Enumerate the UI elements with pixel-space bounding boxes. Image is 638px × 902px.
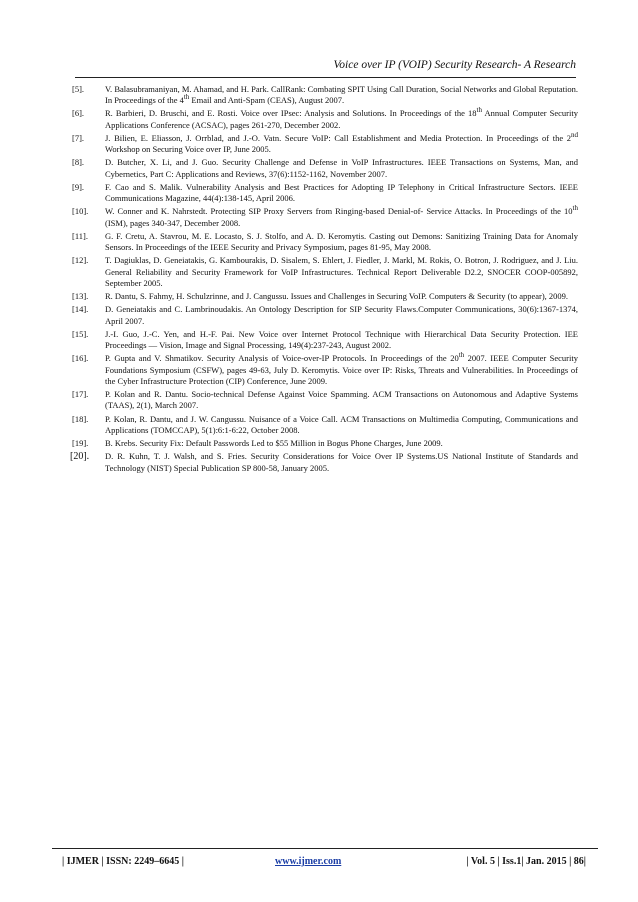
reference-item	[72, 182, 578, 205]
reference-item	[72, 291, 578, 302]
reference-number: [9].	[72, 181, 85, 192]
reference-number: [7].	[72, 132, 85, 143]
reference-item	[72, 451, 578, 474]
reference-number: [13].	[72, 291, 89, 302]
reference-item	[72, 130, 578, 156]
reference-text: V. Balasubramaniyan, M. Ahamad, and H. Park. CallRank: Combating SPIT Using Call Duration, Social Networks and Global Reputation. In Proceedings of the 4th Email and Anti-Spam (CEAS), August 2007.	[105, 84, 578, 106]
reference-number: [6].	[72, 108, 85, 119]
reference-text: P. Kolan and R. Dantu. Socio-technical Defense Against Voice Spamming. ACM Transactions on Autonomous and Adaptive Systems (TAAS), 2(1), March 2007.	[105, 389, 578, 411]
footer-rule	[52, 848, 598, 849]
reference-number: [18].	[72, 413, 89, 424]
header-rule	[75, 77, 576, 78]
reference-text: J.-I. Guo, J.-C. Yen, and H.-F. Pai. New Voice over Internet Protocol Technique with Hierarchical Data Security Protection. IEE Proceedings — Vision, Image and Signal Processing, 149(4):237-243, August 2002.	[105, 328, 578, 351]
footer-website-link[interactable]: www.ijmer.com	[275, 856, 342, 867]
reference-number: [20].	[70, 451, 90, 463]
reference-text: F. Cao and S. Malik. Vulnerability Analysis and Best Practices for Adopting IP Telephony in Critical Infrastructure Sectors. IEEE Communications Magazine, 44(4):138-145, April 2006.	[105, 181, 578, 204]
reference-number: [8].	[72, 157, 85, 168]
running-header: Voice over IP (VOIP) Security Research- A Research	[333, 59, 576, 71]
reference-text: G. F. Cretu, A. Stavrou, M. E. Locasto, S. J. Stolfo, and A. D. Keromytis. Casting out Demons: Sanitizing Training Data for Anomaly Sensors. In Proceedings of the IEEE Security and Privacy Symposium, pages 81-95, May 2008.	[105, 230, 578, 253]
reference-item	[72, 108, 578, 131]
reference-text: D. R. Kuhn, T. J. Walsh, and S. Fries. Security Considerations for Voice Over IP Systems.US National Institute of Standards and Technology (NIST) Special Publication SP 800-58, January 2005.	[105, 451, 578, 473]
reference-text: R. Dantu, S. Fahmy, H. Schulzrinne, and J. Cangussu. Issues and Challenges in Securing VoIP. Computers & Security (to appear), 2009.	[105, 291, 569, 302]
reference-number: [5].	[72, 84, 85, 94]
reference-item	[72, 157, 578, 180]
reference-item	[72, 206, 578, 229]
reference-text: D. Butcher, X. Li, and J. Guo. Security Challenge and Defense in VoIP Infrastructures. IEEE Transactions on Systems, Man, and Cybernetics, Part C: Applications and Reviews, 37(6):1152-1162, November 2007.	[105, 157, 578, 179]
reference-text: B. Krebs. Security Fix: Default Passwords Led to $55 Million in Bogus Phone Charges, June 2009.	[105, 438, 443, 449]
reference-number: [11].	[72, 230, 88, 241]
reference-number: [12].	[72, 255, 89, 266]
reference-item	[72, 389, 578, 412]
footer-volume-page: | Vol. 5 | Iss.1| Jan. 2015 | 86|	[466, 856, 586, 867]
reference-number: [14].	[72, 304, 89, 315]
reference-item	[72, 353, 578, 387]
reference-item	[72, 329, 578, 352]
reference-text: W. Conner and K. Nahrstedt. Protecting SIP Proxy Servers from Ringing-based Denial-of- Service Attacks. In Proceedings of the 10th (ISM), pages 340-347, December 2008.	[105, 204, 578, 228]
reference-item	[72, 231, 578, 254]
reference-item	[72, 255, 578, 289]
reference-text: D. Geneiatakis and C. Lambrinoudakis. An Ontology Description for SIP Security Flaws.Computer Communications, 30(6):1367-1374, April 2007.	[105, 304, 578, 326]
reference-number: [16].	[72, 353, 89, 364]
reference-item	[72, 438, 578, 449]
footer-journal-info: | IJMER | ISSN: 2249–6645 |	[62, 856, 184, 867]
reference-number: [15].	[72, 328, 89, 339]
reference-number: [19].	[72, 438, 89, 449]
reference-item	[72, 84, 578, 107]
reference-number: [10].	[72, 206, 89, 217]
reference-text: P. Kolan, R. Dantu, and J. W. Cangussu. Nuisance of a Voice Call. ACM Transactions on Multimedia Computing, Communications and Applications (TOMCCAP), 5(1):6:1-6:22, October 2008.	[105, 413, 578, 435]
reference-text: R. Barbieri, D. Bruschi, and E. Rosti. Voice over IPsec: Analysis and Solutions. In Proceedings of the 18th Annual Computer Security Applications Conference (ACSAC), pages 261-270, December 2002.	[105, 106, 578, 130]
reference-list	[72, 84, 578, 476]
reference-item	[72, 414, 578, 437]
reference-text: T. Dagiuklas, D. Geneiatakis, G. Kambourakis, D. Sisalem, S. Ehlert, J. Fiedler, J. Markl, M. Rokis, O. Botron, J. Rodriguez, and J. Liu. General Reliability and Security Framework for VoIP Infrastructures. Technical Report Deliverable D2.2, SNOCER COOP-005892, September 2005.	[105, 255, 578, 288]
page-footer	[62, 856, 586, 872]
reference-text: P. Gupta and V. Shmatikov. Security Analysis of Voice-over-IP Protocols. In Proceedings of the 20th 2007. IEEE Computer Security Foundations Symposium (CSFW), pages 49-63, July D. Keromytis. Voice over IP: Risks, Threats and Vulnerabilities. In Proceedings of the Cyber Infrastructure Protection (CIP) Conference, June 2009.	[105, 351, 578, 386]
reference-text: J. Bilien, E. Eliasson, J. Orrblad, and J.-O. Vatn. Secure VoIP: Call Establishment and Media Protection. In Proceedings of the 2nd Workshop on Securing Voice over IP, June 2005.	[105, 130, 578, 155]
reference-number: [17].	[72, 389, 89, 400]
reference-item	[72, 304, 578, 327]
